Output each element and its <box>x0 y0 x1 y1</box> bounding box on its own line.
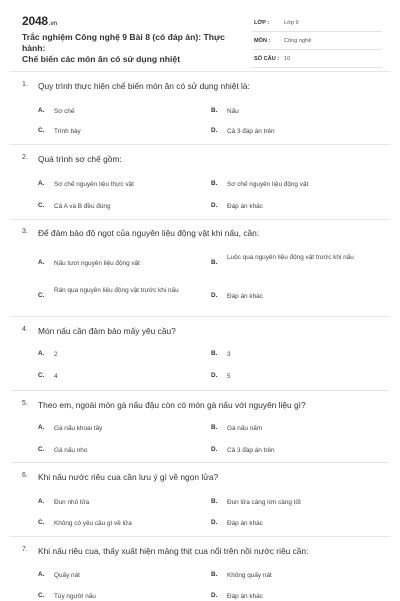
question-divider <box>10 144 390 145</box>
option-letter: B. <box>211 259 218 266</box>
option-letter: C. <box>38 202 45 209</box>
option-letter: A. <box>38 259 45 266</box>
option-text: Cả A và B đều đúng <box>54 203 111 210</box>
logo-suffix: .vn <box>48 21 57 27</box>
option-letter: D. <box>211 292 218 299</box>
option-letter: A. <box>38 498 45 505</box>
question-text: Theo em, ngoài món gà nấu đậu còn có món gà nấu với nguyên liệu gì? <box>38 400 306 410</box>
option-text: Cả 3 đáp án trên <box>227 447 275 454</box>
option-letter: C. <box>38 292 45 299</box>
title-line-2: Chế biến các món ăn có sử dụng nhiệt <box>22 54 181 64</box>
page-header <box>0 0 400 68</box>
option-text: 2 <box>54 351 58 358</box>
option-text: Gà nấu nấm <box>227 425 263 432</box>
meta-label: MÔN : <box>254 38 271 44</box>
option-text: Không quấy nát <box>227 572 272 579</box>
option-text: Đun nhỏ lửa <box>54 499 90 506</box>
meta-row-count <box>252 50 382 68</box>
meta-row-class <box>252 14 382 32</box>
option-text: Quấy nát <box>54 572 80 579</box>
meta-value: Lớp 9 <box>284 20 299 26</box>
title-line-1: Trắc nghiệm Công nghệ 9 Bài 8 (có đáp án): Thực hành: <box>22 32 225 53</box>
meta-label: SỐ CÂU : <box>254 56 280 62</box>
question-text: Quy trình thực hiện chế biến món ăn có sử dụng nhiệt là: <box>38 81 250 91</box>
question-text: Để đảm bảo độ ngọt của nguyên liệu động vật khi nấu, cần: <box>38 228 260 238</box>
question-number: 4. <box>22 326 28 333</box>
meta-value: 10 <box>284 56 291 62</box>
option-text: Không có yêu cầu gì về lửa <box>54 520 132 527</box>
option-letter: C. <box>38 372 45 379</box>
option-text: Đáp án khác <box>227 593 263 600</box>
option-text: Tùy người nấu <box>54 593 96 600</box>
option-text: Rán qua nguyên liệu động vật trước khi nấu <box>54 287 179 294</box>
question-divider <box>10 462 390 463</box>
option-text: Sơ chế nguyên liệu thực vật <box>54 181 134 188</box>
header-divider <box>10 71 390 72</box>
question-divider <box>10 316 390 317</box>
option-letter: A. <box>38 180 45 187</box>
option-text: Cả 3 đáp án trên <box>227 128 275 135</box>
option-text: Sơ chế nguyên liệu động vật <box>227 181 309 188</box>
meta-panel <box>252 14 382 68</box>
option-letter: C. <box>38 519 45 526</box>
option-text: 4 <box>54 373 58 380</box>
question-number: 6. <box>22 472 28 479</box>
option-letter: D. <box>211 592 218 599</box>
option-letter: B. <box>211 498 218 505</box>
option-text: Đun lửa càng lớn càng tốt <box>227 499 301 506</box>
question-number: 2. <box>22 154 28 161</box>
page-title <box>22 32 250 65</box>
option-letter: A. <box>38 571 45 578</box>
question-number: 3. <box>22 228 28 235</box>
option-letter: D. <box>211 372 218 379</box>
option-letter: D. <box>211 446 218 453</box>
option-letter: A. <box>38 350 45 357</box>
site-logo[interactable] <box>22 14 57 28</box>
meta-label: LỚP : <box>254 20 270 26</box>
option-letter: A. <box>38 107 45 114</box>
question-text: Khi nấu nước riêu cua cần lưu ý gì về ngọn lửa? <box>38 472 219 482</box>
option-letter: C. <box>38 127 45 134</box>
option-text: Đáp án khác <box>227 203 263 210</box>
question-divider <box>10 219 390 220</box>
option-text: 5 <box>227 373 231 380</box>
option-letter: D. <box>211 127 218 134</box>
question-divider <box>10 536 390 537</box>
option-letter: B. <box>211 107 218 114</box>
option-text: 3 <box>227 351 231 358</box>
question-text: Món nấu cần đảm bảo mấy yêu cầu? <box>38 326 176 336</box>
option-letter: B. <box>211 424 218 431</box>
meta-row-subject <box>252 32 382 50</box>
option-letter: B. <box>211 350 218 357</box>
meta-value: Công nghệ <box>284 38 312 44</box>
option-letter: D. <box>211 202 218 209</box>
question-divider <box>10 390 390 391</box>
option-text: Nấu <box>227 108 239 115</box>
option-text: Sơ chế <box>54 108 75 115</box>
option-letter: B. <box>211 180 218 187</box>
option-letter: B. <box>211 571 218 578</box>
question-text: Quá trình sơ chế gồm: <box>38 154 122 164</box>
option-text: Gà nấu nho <box>54 447 88 454</box>
option-letter: D. <box>211 519 218 526</box>
option-letter: A. <box>38 424 45 431</box>
option-text: Trình bày <box>54 128 81 135</box>
option-text: Đáp án khác <box>227 520 263 527</box>
question-number: 1. <box>22 81 28 88</box>
logo-text: 2048 <box>22 14 48 28</box>
question-number: 5. <box>22 400 28 407</box>
option-text: Gà nấu khoai tây <box>54 425 103 432</box>
option-letter: C. <box>38 592 45 599</box>
option-text: Luộc qua nguyên liệu động vật trước khi nấu <box>227 254 354 261</box>
question-number: 7. <box>22 546 28 553</box>
option-text: Đáp án khác <box>227 293 263 300</box>
option-text: Nấu tươi nguyên liệu động vật <box>54 260 140 267</box>
option-letter: C. <box>38 446 45 453</box>
question-text: Khi nấu riêu cua, thấy xuất hiện mảng thịt cua nổi trên nồi nước riêu cần: <box>38 546 309 556</box>
